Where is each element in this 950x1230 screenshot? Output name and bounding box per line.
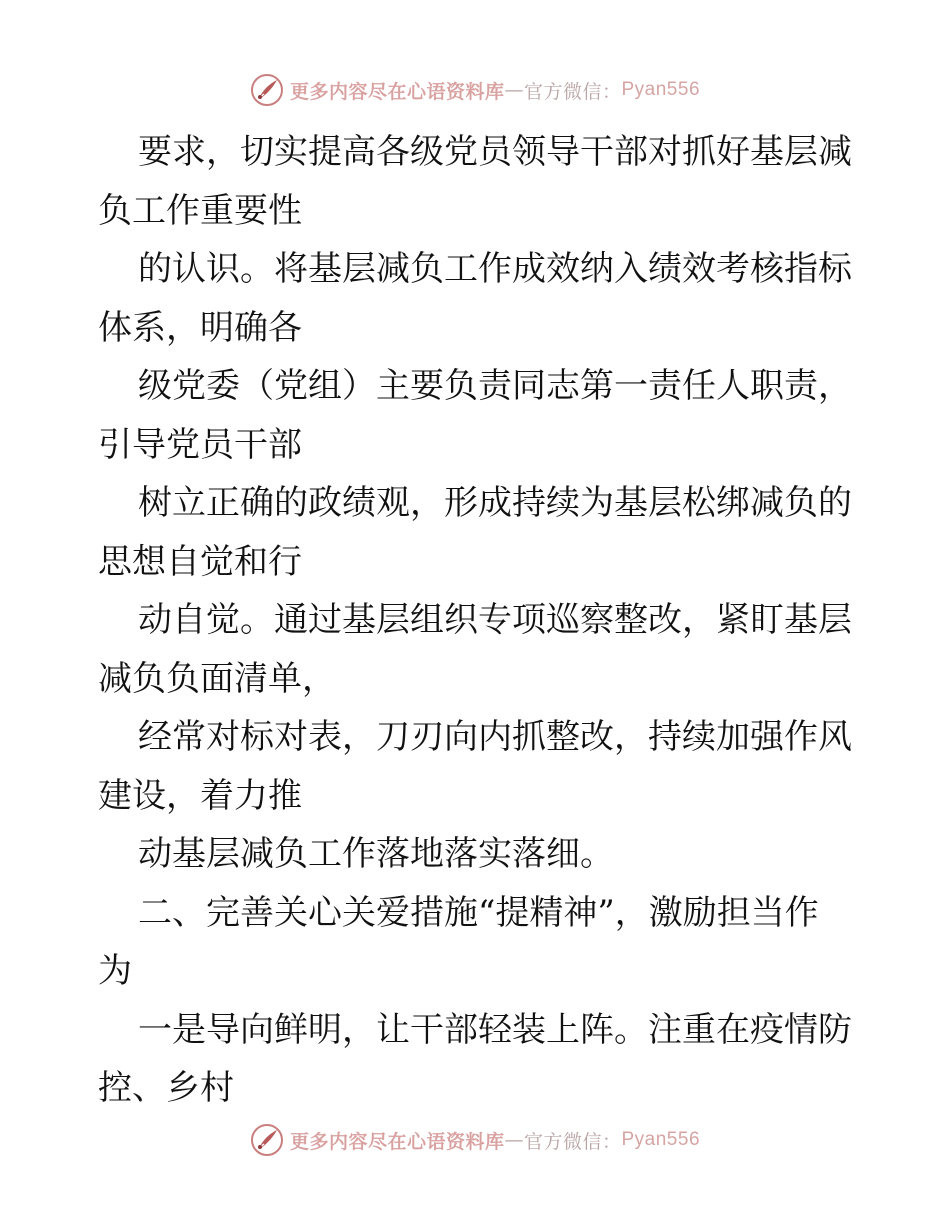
paragraph-2-line-2: 体系，明确各	[98, 307, 302, 348]
paragraph-4-line-2: 思想自觉和行	[98, 541, 302, 582]
watermark-wechat-id: Pyan556	[621, 1129, 701, 1150]
section-heading-line-2: 为	[98, 951, 132, 991]
paragraph-9-line-2: 控、乡村	[98, 1068, 234, 1108]
paragraph-3	[98, 357, 858, 474]
section-heading-line-1: 二、完善关心关爱措施“提精神”，激励担当作	[138, 892, 819, 933]
paragraph-6-line-2: 建设，着力推	[98, 775, 302, 816]
paragraph-5	[98, 591, 858, 708]
paragraph-3-line-2: 引导党员干部	[98, 424, 302, 465]
paragraph-1-line-2: 负工作重要性	[98, 190, 302, 231]
watermark-text: 更多内容尽在心语资料库	[289, 1130, 505, 1153]
paragraph-5-line-1: 动自觉。通过基层组织专项巡察整改，紧盯基层	[138, 600, 852, 640]
header-watermark	[0, 70, 950, 110]
watermark-text: 更多内容尽在心语资料库	[289, 80, 505, 103]
paragraph-2-line-1: 的认识。将基层减负工作成效纳入绩效考核指标	[138, 249, 852, 289]
paragraph-4	[98, 474, 858, 591]
paragraph-7	[98, 825, 858, 884]
paragraph-2	[98, 240, 858, 357]
watermark-separator: —	[504, 79, 524, 101]
paragraph-6	[98, 708, 858, 825]
footer-watermark	[0, 1120, 950, 1160]
quill-logo-icon	[250, 1123, 284, 1157]
paragraph-1-line-1: 要求，切实提高各级党员领导干部对抓好基层减	[138, 132, 852, 172]
paragraph-1	[98, 123, 858, 240]
paragraph-6-line-1: 经常对标对表，刀刃向内抓整改，持续加强作风	[138, 717, 852, 757]
document-body	[98, 123, 858, 1118]
paragraph-5-line-2: 减负负面清单，	[98, 658, 336, 699]
watermark-contact-label: 官方微信：	[523, 80, 622, 103]
paragraph-4-line-1: 树立正确的政绩观，形成持续为基层松绑减负的	[138, 483, 852, 523]
quill-logo-icon	[250, 73, 284, 107]
paragraph-7-line-1: 动基层减负工作落地落实落细。	[138, 834, 614, 874]
watermark-wechat-id: Pyan556	[621, 79, 701, 100]
paragraph-3-line-1: 级党委（党组）主要负责同志第一责任人职责，	[138, 366, 852, 406]
watermark-separator: —	[504, 1129, 524, 1151]
paragraph-9-line-1: 一是导向鲜明，让干部轻装上阵。注重在疫情防	[138, 1009, 852, 1050]
section-heading	[98, 884, 858, 1001]
paragraph-9	[98, 1001, 858, 1118]
watermark-contact-label: 官方微信：	[523, 1130, 622, 1153]
